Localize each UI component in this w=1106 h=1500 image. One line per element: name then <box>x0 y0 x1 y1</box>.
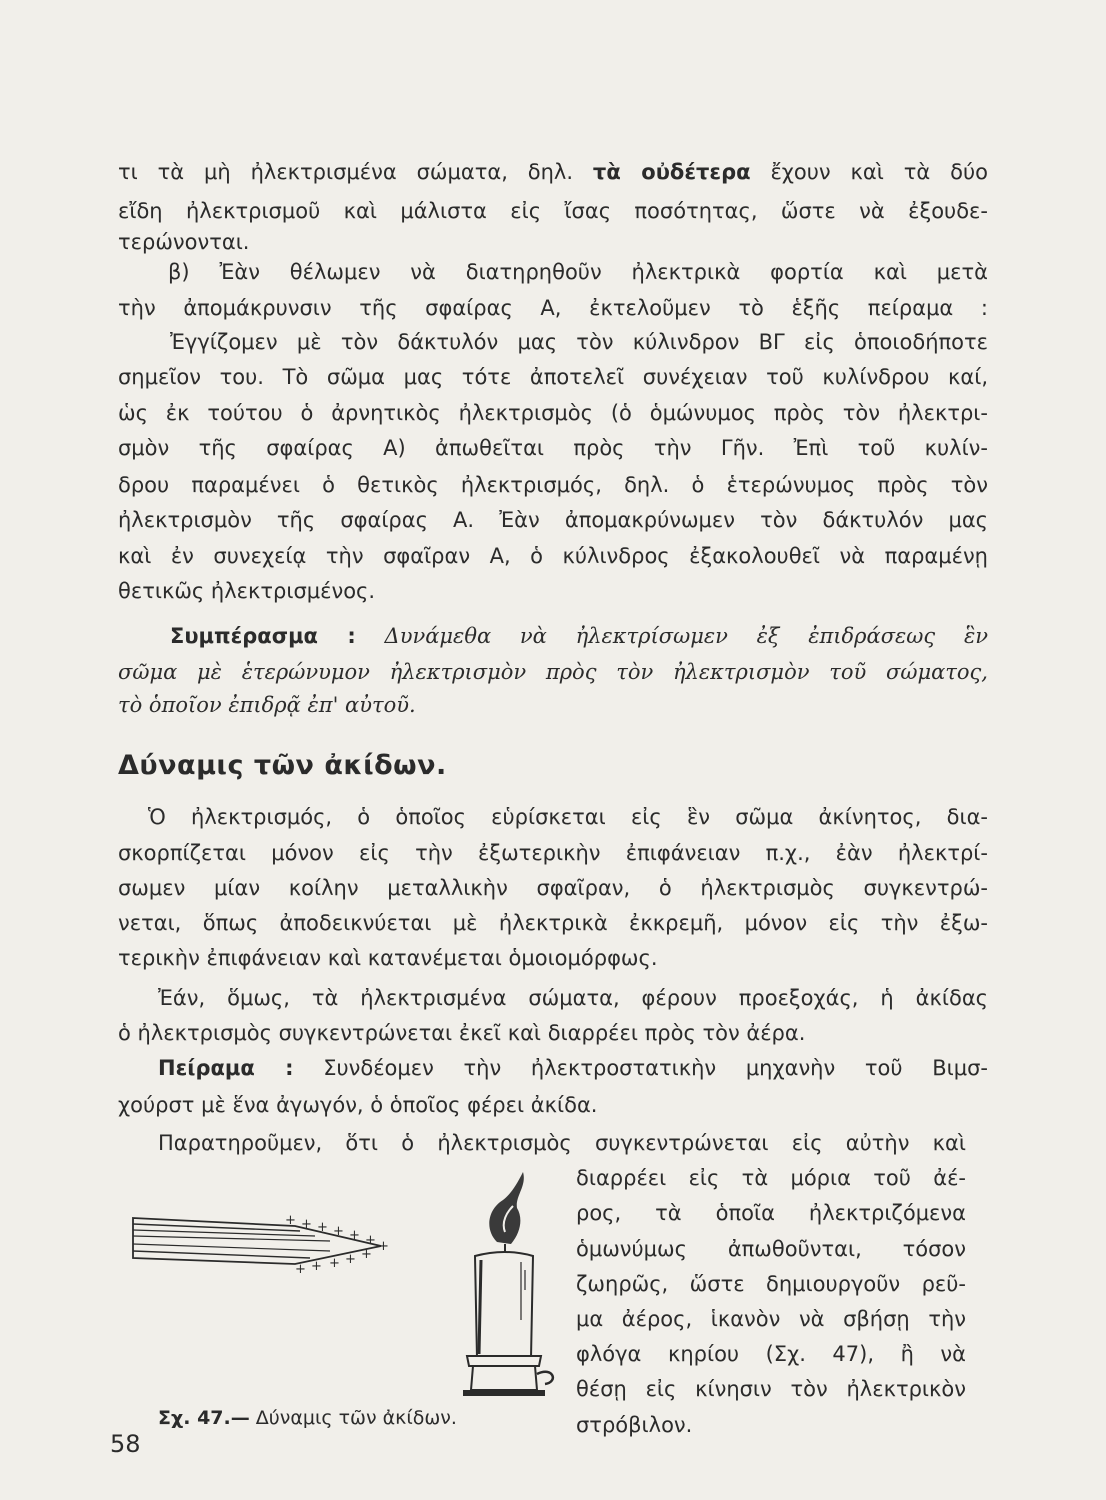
plus-sign: + <box>317 1220 328 1235</box>
text-line: καὶ ἐν συνεχείᾳ τὴν σφαῖραν Α, ὁ κύλινδρος ἐξακολουθεῖ νὰ παραμένῃ <box>118 544 988 568</box>
needle-and-candle-icon <box>125 1170 555 1400</box>
figure-caption: Σχ. 47.— Δύναμις τῶν ἀκίδων. <box>158 1407 457 1429</box>
text-line: χούρστ μὲ ἕνα ἀγωγόν, ὁ ὁποῖος φέρει ἀκίδα. <box>118 1093 598 1117</box>
plus-sign: + <box>378 1239 389 1254</box>
conclusion-line: τὸ ὁποῖον ἐπιδρᾷ ἐπ' αὐτοῦ. <box>118 693 416 717</box>
text-line: σμὸν τῆς σφαίρας Α) ἀπωθεῖται πρὸς τὴν Γῆν. Ἐπὶ τοῦ κυλίν- <box>118 436 988 460</box>
plus-sign: + <box>311 1259 322 1274</box>
page-number: 58 <box>110 1430 141 1458</box>
text-line: τερικὴν ἐπιφάνειαν καὶ κατανέμεται ὁμοιομόρφως. <box>118 946 658 970</box>
text-line: διαρρέει εἰς τὰ μόρια τοῦ ἀέ- <box>576 1166 966 1190</box>
plus-sign: + <box>301 1217 312 1232</box>
plus-sign: + <box>333 1224 344 1239</box>
plus-sign: + <box>329 1256 340 1271</box>
section-heading: Δύναμις τῶν ἀκίδων. <box>118 750 447 781</box>
plus-sign: + <box>365 1233 376 1248</box>
text-line: ὁμωνύμως ἀπωθοῦνται, τόσον <box>576 1237 966 1261</box>
plus-sign: + <box>361 1247 372 1262</box>
conclusion-line: σῶμα μὲ ἑτερώνυμον ἠλεκτρισμὸν πρὸς τὸν ἠλεκτρισμὸν τοῦ σώματος, <box>118 660 988 684</box>
plus-sign: + <box>345 1252 356 1267</box>
text-line: ρος, τὰ ὁποῖα ἠλεκτριζόμενα <box>576 1201 966 1225</box>
plus-sign: + <box>295 1262 306 1277</box>
plus-sign: + <box>349 1228 360 1243</box>
text-line: νεται, ὅπως ἀποδεικνύεται μὲ ἠλεκτρικὰ ἐκκρεμῆ, μόνον εἰς τὴν ἐξω- <box>118 911 988 935</box>
conclusion-line: Συμπέρασμα : Δυνάμεθα νὰ ἠλεκτρίσωμεν ἐξ ἐπιδράσεως ἓν <box>170 624 988 648</box>
text-line: τερώνονται. <box>118 230 250 254</box>
text-line: εἴδη ἠλεκτρισμοῦ καὶ μάλιστα εἰς ἴσας ποσότητας, ὥστε νὰ ἐξουδε- <box>118 199 988 223</box>
candle-icon <box>463 1172 553 1396</box>
text-line: θετικῶς ἠλεκτρισμένος. <box>118 579 376 603</box>
text-line: Ἐάν, ὅμως, τὰ ἠλεκτρισμένα σώματα, φέρουν προεξοχάς, ἡ ἀκίδας <box>158 986 988 1010</box>
needle-icon <box>133 1213 389 1277</box>
text-line: στρόβιλον. <box>576 1413 693 1437</box>
text-line: σωμεν μίαν κοίλην μεταλλικὴν σφαῖραν, ὁ ἠλεκτρισμὸς συγκεντρώ- <box>118 876 988 900</box>
text-line: τι τὰ μὴ ἠλεκτρισμένα σώματα, δηλ. τὰ οὐδέτερα ἔχουν καὶ τὰ δύο <box>118 160 988 184</box>
text-line: Παρατηροῦμεν, ὅτι ὁ ἠλεκτρισμὸς συγκεντρώνεται εἰς αὐτὴν καὶ <box>158 1131 966 1155</box>
text-line: ἠλεκτρισμὸν τῆς σφαίρας Α. Ἐὰν ἀπομακρύνωμεν τὸν δάκτυλόν μας <box>118 508 988 532</box>
text-line: θέσῃ εἰς κίνησιν τὸν ἠλεκτρικὸν <box>576 1377 966 1401</box>
text-line: Ὁ ἠλεκτρισμός, ὁ ὁποῖος εὑρίσκεται εἰς ἓν σῶμα ἀκίνητος, δια- <box>148 805 988 829</box>
experiment-label: Πείραμα : <box>158 1056 294 1080</box>
text-line: δρου παραμένει ὁ θετικὸς ἠλεκτρισμός, δηλ. ὁ ἑτερώνυμος πρὸς τὸν <box>118 473 988 497</box>
text-line: ζωηρῶς, ὥστε δημιουργοῦν ρεῦ- <box>576 1272 966 1296</box>
text-line: Ἐγγίζομεν μὲ τὸν δάκτυλόν μας τὸν κύλινδρον ΒΓ εἰς ὁποιοδήποτε <box>170 330 988 354</box>
text-line: ὁ ἠλεκτρισμὸς συγκεντρώνεται ἐκεῖ καὶ διαρρέει πρὸς τὸν ἀέρα. <box>118 1021 806 1045</box>
text-line: μα ἀέρος, ἱκανὸν νὰ σβήσῃ τὴν <box>576 1307 966 1331</box>
text-line: β) Ἐὰν θέλωμεν νὰ διατηρηθοῦν ἠλεκτρικὰ φορτία καὶ μετὰ <box>168 260 988 284</box>
conclusion-label: Συμπέρασμα : <box>170 624 356 648</box>
plus-sign: + <box>285 1213 296 1228</box>
experiment-line: Πείραμα : Συνδέομεν τὴν ἠλεκτροστατικὴν μηχανὴν τοῦ Βιμσ- <box>158 1056 988 1080</box>
text-line: ὡς ἐκ τούτου ὁ ἀρνητικὸς ἠλεκτρισμὸς (ὁ ὁμώνυμος πρὸς τὸν ἠλεκτρι- <box>118 401 988 425</box>
text-line: σημεῖον του. Τὸ σῶμα μας τότε ἀποτελεῖ συνέχειαν τοῦ κυλίνδρου καί, <box>118 365 988 389</box>
text-line: σκορπίζεται μόνον εἰς τὴν ἐξωτερικὴν ἐπιφάνειαν π.χ., ἐὰν ἠλεκτρί- <box>118 841 988 865</box>
text-line: τὴν ἀπομάκρυνσιν τῆς σφαίρας Α, ἐκτελοῦμεν τὸ ἑξῆς πείραμα : <box>118 296 988 320</box>
text-line: φλόγα κηρίου (Σχ. 47), ἢ νὰ <box>576 1342 966 1366</box>
